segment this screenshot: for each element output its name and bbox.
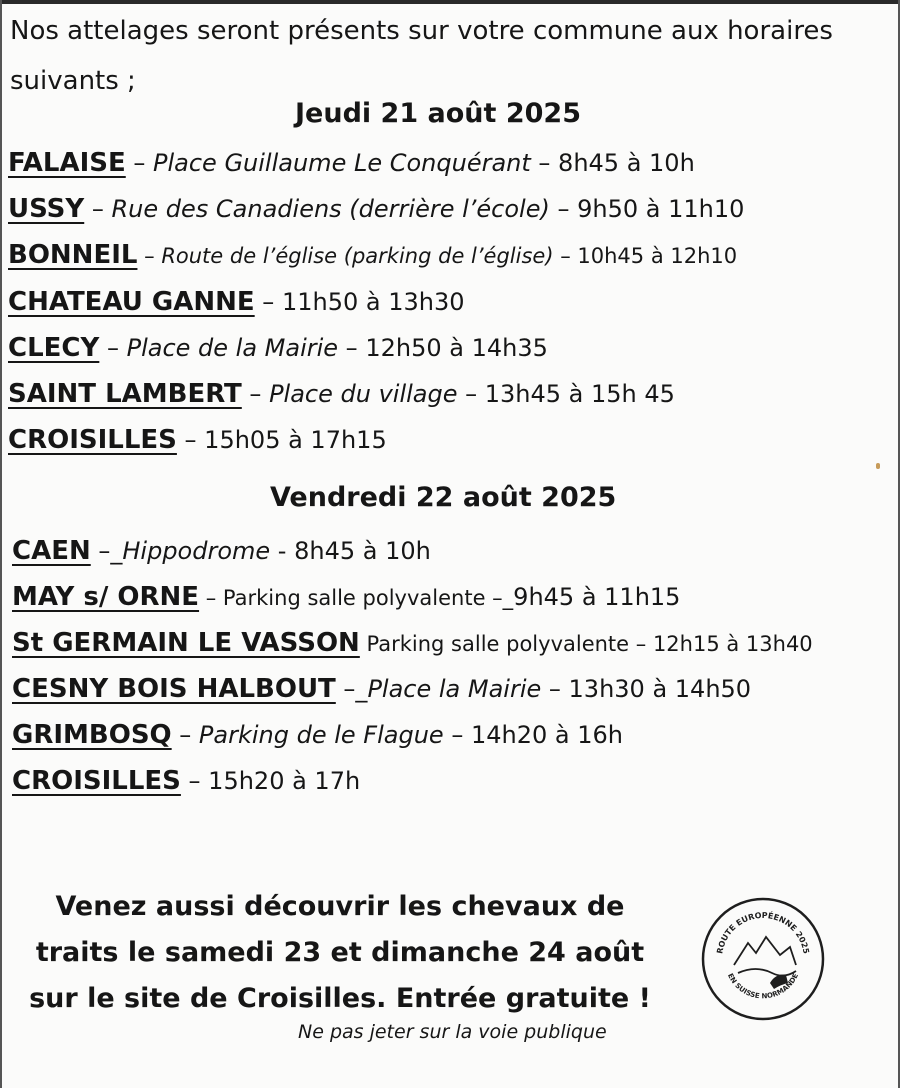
day-title-friday: Vendredi 22 août 2025 xyxy=(270,482,617,513)
stop-town: St GERMAIN LE VASSON xyxy=(12,628,360,658)
stop-time: 9h50 à 11h10 xyxy=(577,195,745,223)
footer-line: Venez aussi découvrir les chevaux de xyxy=(55,891,625,922)
separator: – xyxy=(443,721,471,749)
stop-place: Route de l’église (parking de l’église) xyxy=(161,244,554,268)
separator: - xyxy=(270,537,295,565)
stop-item xyxy=(12,574,847,621)
separator: – xyxy=(176,426,205,454)
stop-item xyxy=(8,186,744,232)
stop-town: CLECY xyxy=(8,333,100,363)
stop-town: CESNY BOIS HALBOUT xyxy=(12,674,336,704)
stop-item xyxy=(12,758,847,804)
separator: – xyxy=(553,244,578,268)
stop-item xyxy=(8,417,744,463)
stop-town: CAEN xyxy=(12,536,91,566)
stop-time: 10h45 à 12h10 xyxy=(577,244,738,268)
separator: – xyxy=(530,149,559,177)
stop-town: BONNEIL xyxy=(8,240,138,270)
stop-time: 12h50 à 14h35 xyxy=(365,334,548,362)
disposal-note: Ne pas jeter sur la voie publique xyxy=(298,1021,607,1043)
stop-item xyxy=(8,232,744,279)
stop-time: 8h45 à 10h xyxy=(558,149,695,177)
footer-message xyxy=(20,884,660,1022)
stop-item xyxy=(8,371,744,417)
stop-place: Place de la Mairie xyxy=(126,334,339,362)
stop-time: 15h20 à 17h xyxy=(208,767,361,795)
stop-place: Place Guillaume Le Conquérant xyxy=(153,149,531,177)
stop-item xyxy=(12,666,847,712)
separator: –_ xyxy=(90,537,123,565)
separator: – xyxy=(541,675,569,703)
mountain-icon xyxy=(734,937,796,965)
top-border xyxy=(0,0,900,4)
separator: – xyxy=(180,767,209,795)
stop-town: FALAISE xyxy=(8,148,126,178)
stop-place: Parking salle polyvalente xyxy=(366,632,630,656)
stop-item xyxy=(12,712,847,758)
stop-time: 14h20 à 16h xyxy=(470,721,623,749)
stop-item xyxy=(12,528,847,574)
stop-town: MAY s/ ORNE xyxy=(12,582,200,612)
schedule-thursday xyxy=(8,140,744,463)
left-border xyxy=(0,0,2,1088)
stop-time: 13h30 à 14h50 xyxy=(568,675,752,703)
stop-place: Place du village xyxy=(269,380,458,408)
separator: – xyxy=(171,721,199,749)
schedule-friday xyxy=(12,528,847,804)
logo-arc-top: ROUTE EUROPÉENNE 2025 xyxy=(715,910,811,955)
separator: – xyxy=(629,632,653,656)
separator: – xyxy=(338,334,366,362)
separator: – xyxy=(254,288,282,316)
separator: – xyxy=(549,195,578,223)
stop-place: Hippodrome xyxy=(122,537,271,565)
footer-line: traits le samedi 23 et dimanche 24 août xyxy=(35,937,645,968)
stop-town: SAINT LAMBERT xyxy=(8,379,242,409)
separator xyxy=(360,632,367,656)
separator: – xyxy=(125,149,154,177)
stop-time: 9h45 à 11h15 xyxy=(513,583,681,611)
stop-town: GRIMBOSQ xyxy=(12,720,172,750)
separator: –_ xyxy=(485,586,514,610)
stop-time: 15h05 à 17h15 xyxy=(204,426,387,454)
separator: – xyxy=(137,244,162,268)
stop-town: USSY xyxy=(8,194,85,224)
stop-place: Place la Mairie xyxy=(367,675,542,703)
separator: – xyxy=(199,586,223,610)
separator: – xyxy=(457,380,485,408)
stop-time: 11h50 à 13h30 xyxy=(281,288,465,316)
logo-arc-bottom: EN SUISSE NORMANDE xyxy=(725,972,801,1001)
day-title-thursday: Jeudi 21 août 2025 xyxy=(295,98,581,129)
intro-text: Nos attelages seront présents sur votre commune aux horaires suivants ; xyxy=(10,16,833,96)
stop-time: 13h45 à 15h 45 xyxy=(484,380,675,408)
separator: –_ xyxy=(335,675,368,703)
river-icon xyxy=(738,969,796,976)
paper-speck xyxy=(876,463,880,469)
stop-item xyxy=(8,279,744,325)
stop-item xyxy=(12,621,847,666)
stop-time: 8h45 à 10h xyxy=(294,537,431,565)
stop-place: Parking salle polyvalente xyxy=(222,586,486,610)
stop-time: 12h15 à 13h40 xyxy=(652,632,813,656)
route-europeenne-logo xyxy=(700,893,826,1025)
stop-item xyxy=(8,325,744,371)
separator: – xyxy=(84,195,112,223)
stop-town: CROISILLES xyxy=(8,425,177,455)
stop-town: CHATEAU GANNE xyxy=(8,287,255,317)
stop-town: CROISILLES xyxy=(12,766,181,796)
separator: – xyxy=(99,334,127,362)
stop-item xyxy=(8,140,744,186)
footer-line: sur le site de Croisilles. Entrée gratuite ! xyxy=(29,983,651,1014)
stop-place: Parking de le Flague xyxy=(198,721,444,749)
stop-place: Rue des Canadiens (derrière l’école) xyxy=(111,195,550,223)
separator: – xyxy=(241,380,270,408)
